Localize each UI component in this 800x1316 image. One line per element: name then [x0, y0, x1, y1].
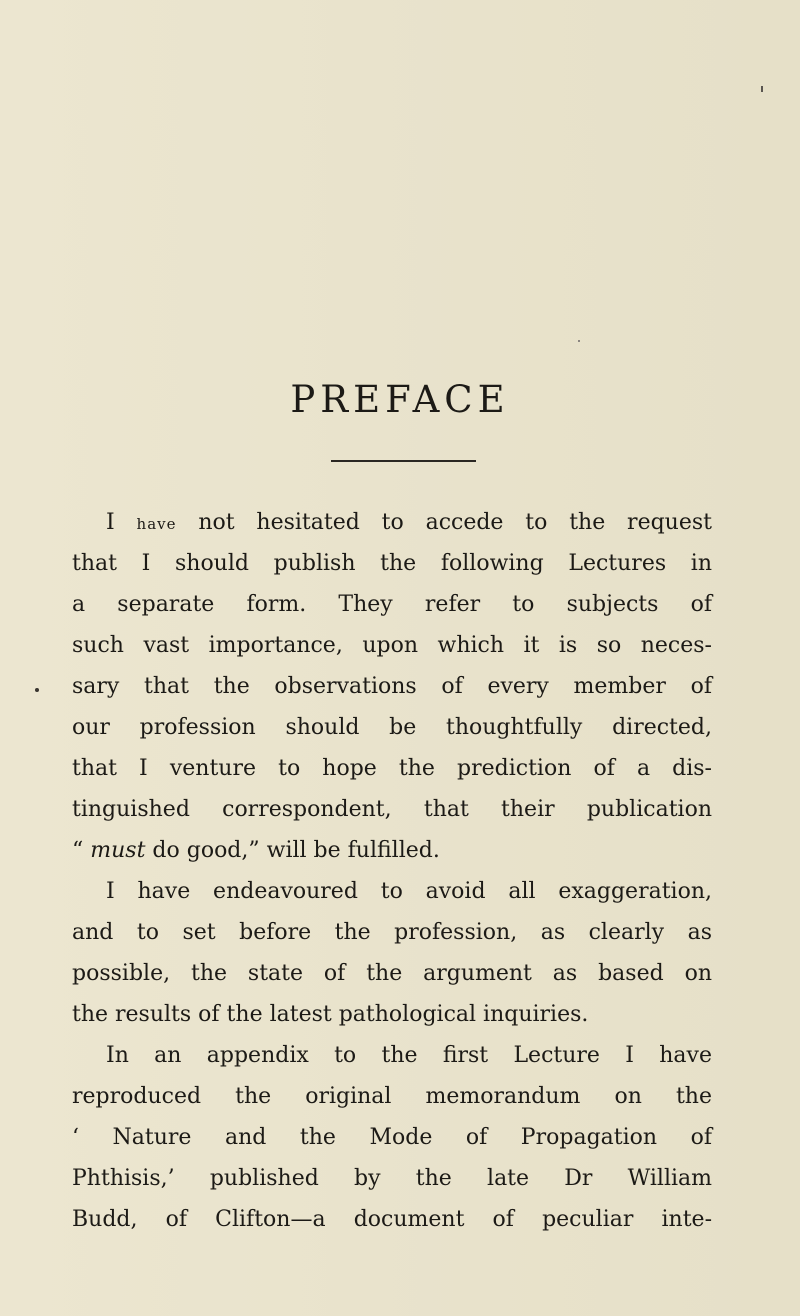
text-line: that I venture to hope the prediction of a dis-: [72, 756, 712, 781]
smallcaps-word: have: [136, 515, 177, 533]
text-line: such vast importance, upon which it is so neces-: [72, 633, 712, 658]
text-line: In an appendix to the first Lecture I have: [106, 1043, 712, 1068]
text-line: and to set before the profession, as clearly as: [72, 920, 712, 945]
line-text: do good,” will be fulfilled.: [145, 838, 440, 863]
quote-mark: “: [72, 838, 91, 863]
line-text: not hesitated to accede to the request: [176, 510, 712, 535]
page-speck: [761, 86, 763, 92]
text-line: a separate form. They refer to subjects of: [72, 592, 712, 617]
text-line: possible, the state of the argument as based on: [72, 961, 712, 986]
text-line: ‘ Nature and the Mode of Propagation of: [72, 1125, 712, 1150]
title-rule: [331, 460, 476, 462]
text-line: [72, 502, 712, 543]
text-line: tinguished correspondent, that their publication: [72, 797, 712, 822]
text-line: Budd, of Clifton—a document of peculiar inte-: [72, 1207, 712, 1232]
text-line: that I should publish the following Lectures in: [72, 551, 712, 576]
text-line: [72, 830, 712, 871]
text-line: sary that the observations of every member of: [72, 674, 712, 699]
text-line: reproduced the original memorandum on the: [72, 1084, 712, 1109]
text-line: the results of the latest pathological inquiries.: [72, 1002, 589, 1027]
italic-word: must: [90, 838, 146, 863]
text-line: I have endeavoured to avoid all exaggeration,: [106, 879, 712, 904]
drop-letter: I: [106, 510, 137, 535]
text-line: our profession should be thoughtfully directed,: [72, 715, 712, 740]
page-title: PREFACE: [290, 377, 510, 421]
preface-body: [72, 502, 712, 1240]
text-line: Phthisis,’ published by the late Dr William: [72, 1166, 712, 1191]
page-speck: [578, 340, 580, 342]
margin-mark: [35, 688, 39, 692]
